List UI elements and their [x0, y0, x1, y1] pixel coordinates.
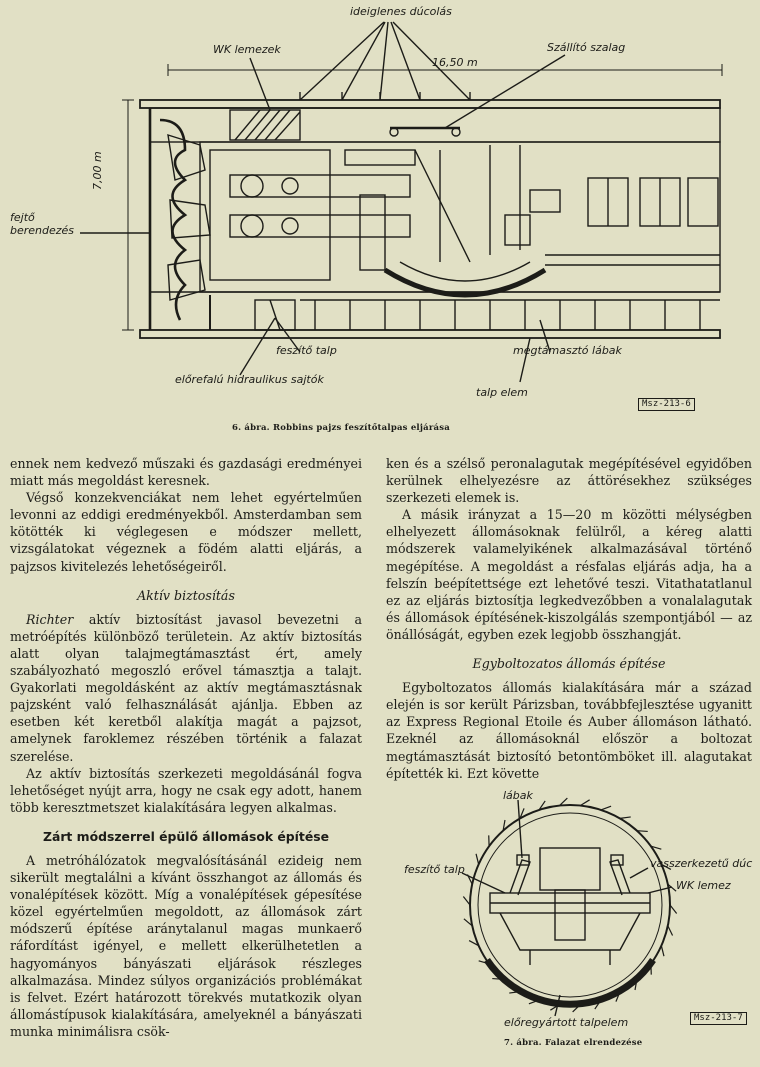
label-hydraulic-jacks: előrefalú hidraulikus sajtók [175, 373, 324, 386]
figure-7-caption: 7. ábra. Falazat elrendezése [504, 1038, 643, 1048]
label-steel-strut: vasszerkezetű dúc [650, 857, 753, 870]
figure-6-code: Msz-213-6 [638, 398, 695, 411]
left-paragraph-2: Végső konzekvenciákat nem lehet egyértelműen levonni az eddigi eredményekből. Amsterdamban sem kötötték ki véglegesen e módszer mellett, vizsgálatokat végeznek a födém alatti eljárás, a pajzsos kivitelezés lehetőségeiről. [10, 490, 362, 574]
label-cutting-device-2: berendezés [10, 224, 75, 237]
label-height: 7,00 m [91, 151, 104, 190]
left-paragraph-5: A metróhálózatok megvalósításánál ezideig nem sikerült megtalálni a kívánt összhangot az állomás és vonalépítések között. Míg a vonalépítések gépesítése közel egyértelműen megoldott, az állomások zárt módszerű építése aránytalanul magas munkaerő ráfordítást igényel, e mellett elkerülhetetlen a hagyományos bányászati eljárások részleges alkalmazása. Mindez súlyos organizációs problémákat is felvet. Ezért határozott törekvés mutatkozik olyan állomástípusok kialakítására, amelyeknél a bányászati munka minimálisra csök- [10, 852, 362, 1039]
label-precast-foot: előregyártott talpelem [504, 1016, 629, 1029]
label-legs: lábak [503, 789, 533, 802]
left-paragraph-3-text: aktív biztosítást javasol bevezetni a metróépítés különböző területein. Az aktív biztosítás alatt olyan talajmegtámasztást ért, amely szabályozható megoszló erővel támasztja a talajt. Gyakorlati megoldásként az aktív megtámasztásnak pajzsként való felhasználását ajánlja. Ebben az esetben két keretből alakítja magát a pajzsot, amelynek faroklemez részében történik a falazat szerelése. [10, 611, 362, 764]
label-temporary-struts: ideiglenes dúcolás [350, 5, 452, 18]
label-cutting-device-1: fejtő [10, 211, 35, 224]
label-wk-plate: WK lemez [676, 879, 731, 892]
heading-closed-stations: Zárt módszerrel épülő állomások építése [42, 828, 330, 844]
right-paragraph-2: A másik irányzat a 15—20 m közötti mélységben elhelyezett állomásoknak felülről, a kéreg alatti módszerek valamelyikének alkalmazásával történő megépítése. A megoldást a résfalas eljárás adja, ha a felszín beépítettsége ezt lehetővé teszi. Vitathatatlanul ez az eljárás biztosítja legkedvezőbben a vonalalagutak és állomások építésének-kiszolgálás szempontjából — az önállóságát, egyben ezek legjobb összhangját. [386, 507, 752, 642]
author-name: Richter [26, 611, 74, 627]
label-length: 16,50 m [432, 56, 478, 69]
label-support-legs: megtámasztó lábak [513, 344, 622, 357]
label-wk-plates: WK lemezek [213, 43, 281, 56]
label-bracing-foot: feszítő talp [276, 344, 337, 357]
heading-active-support: Aktív biztosítás [137, 587, 235, 603]
label-foot-element: talp elem [476, 386, 528, 399]
right-paragraph-3: Egyboltozatos állomás kialakítására már a század elején is sor került Párizsban, továbbfejlesztése ugyanitt az Express Regional Etoile és Auber állomáson látható. Ezeknél az állomásoknál először a boltozat megtámasztását biztosító betontömböket ill. alagutakat építették ki. Ezt követte [386, 680, 752, 781]
figure-6-caption: 6. ábra. Robbins pajzs feszítőtalpas eljárása [232, 423, 450, 433]
label-bracing-foot-7: feszítő talp [404, 863, 465, 876]
heading-single-vault: Egyboltozatos állomás építése [472, 656, 666, 672]
figure-7-code: Msz-213-7 [690, 1012, 747, 1025]
left-paragraph-1: ennek nem kedvező műszaki és gazdasági eredményei miatt más megoldást keresnek. [10, 456, 362, 489]
label-conveyor: Szállító szalag [547, 41, 626, 54]
left-paragraph-4: Az aktív biztosítás szerkezeti megoldásánál fogva lehetőséget nyújt arra, hogy ne csak egy adott, hanem több keresztmetszet kialakítására legyen alkalmas. [10, 765, 362, 815]
right-paragraph-1: ken és a szélső peronalagutak megépítésével egyidőben kerülnek elhelyezésre az áttörésekhez szükséges szerkezeti elemek is. [386, 456, 752, 506]
